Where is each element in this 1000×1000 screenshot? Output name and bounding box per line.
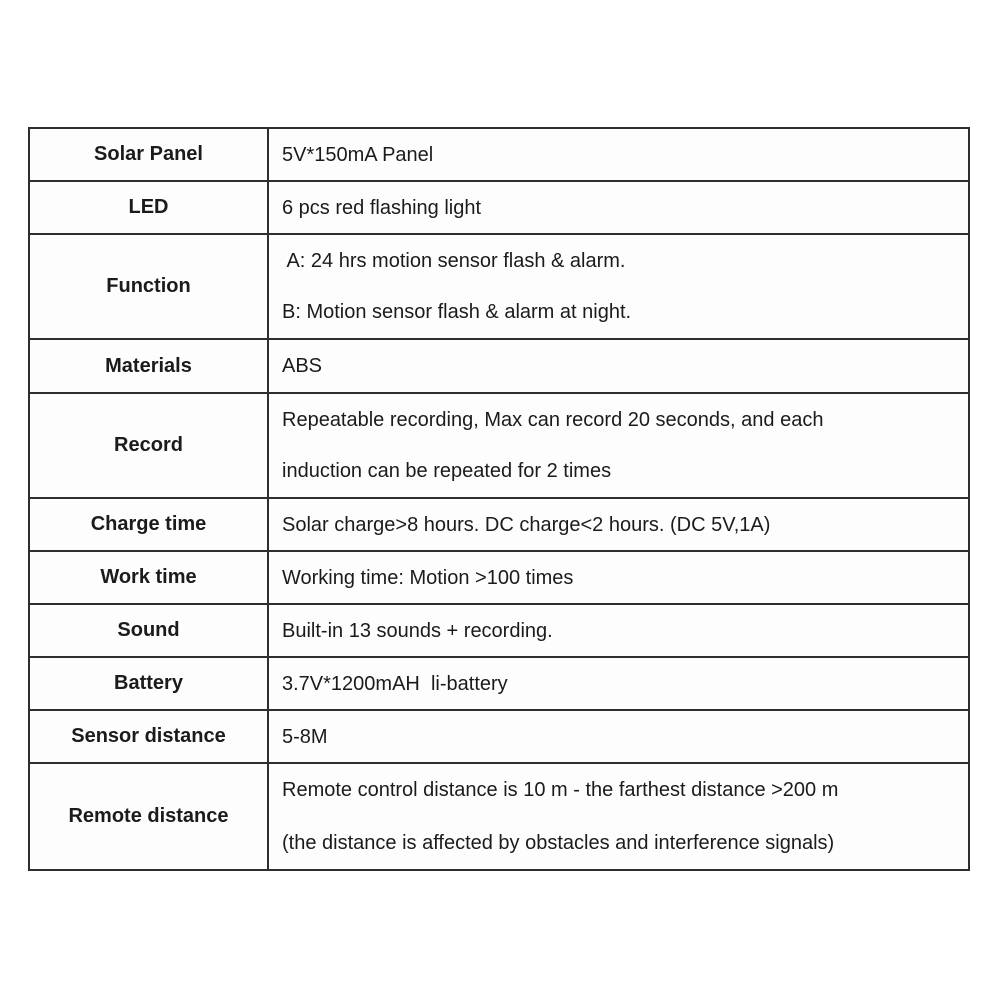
spec-value-line: Working time: Motion >100 times (282, 566, 574, 589)
table-row-sound (30, 605, 968, 658)
table-row-function (30, 235, 968, 340)
spec-label: Charge time (30, 499, 269, 550)
spec-value-line: 3.7V*1200mAH li-battery (282, 672, 508, 695)
spec-label: Sensor distance (30, 711, 269, 762)
spec-label: Materials (30, 340, 269, 392)
spec-value-line: 5-8M (282, 725, 328, 748)
spec-value-cell (269, 711, 968, 762)
spec-value-cell (269, 182, 968, 233)
spec-value-cell (269, 605, 968, 656)
spec-value-cell (269, 658, 968, 709)
table-row-remote-distance (30, 764, 968, 869)
spec-label: Battery (30, 658, 269, 709)
spec-value-line: Solar charge>8 hours. DC charge<2 hours. (DC 5V,1A) (282, 513, 771, 536)
table-row-led (30, 182, 968, 235)
spec-value-cell (269, 394, 968, 497)
spec-label: Record (30, 394, 269, 497)
table-row-battery (30, 658, 968, 711)
table-row-solar-panel (30, 129, 968, 182)
spec-value-cell (269, 499, 968, 550)
spec-value-line: Repeatable recording, Max can record 20 seconds, and each (282, 408, 824, 431)
spec-table (28, 127, 970, 871)
spec-value-line: 6 pcs red flashing light (282, 196, 482, 219)
spec-value-line: Built-in 13 sounds + recording. (282, 619, 553, 642)
spec-value-line: ABS (282, 355, 323, 377)
spec-value-line: induction can be repeated for 2 times (282, 460, 612, 483)
spec-label: Work time (30, 552, 269, 603)
table-row-work-time (30, 552, 968, 605)
table-row-record (30, 394, 968, 499)
spec-value-line: 5V*150mA Panel (282, 143, 434, 166)
spec-value-line: (the distance is affected by obstacles and interference signals) (282, 831, 835, 854)
spec-value-cell (269, 764, 968, 869)
spec-value-cell (269, 552, 968, 603)
table-row-materials (30, 340, 968, 394)
spec-value-line: B: Motion sensor flash & alarm at night. (282, 301, 632, 324)
table-row-sensor-distance (30, 711, 968, 764)
spec-value-cell (269, 340, 968, 392)
spec-value-cell (269, 235, 968, 338)
spec-label: Function (30, 235, 269, 338)
spec-label: Solar Panel (30, 129, 269, 180)
spec-label: Sound (30, 605, 269, 656)
table-row-charge-time (30, 499, 968, 552)
spec-label: Remote distance (30, 764, 269, 869)
spec-value-line: Remote control distance is 10 m - the farthest distance >200 m (282, 779, 839, 802)
spec-label: LED (30, 182, 269, 233)
spec-value-line: A: 24 hrs motion sensor flash & alarm. (282, 249, 626, 272)
spec-value-cell (269, 129, 968, 180)
